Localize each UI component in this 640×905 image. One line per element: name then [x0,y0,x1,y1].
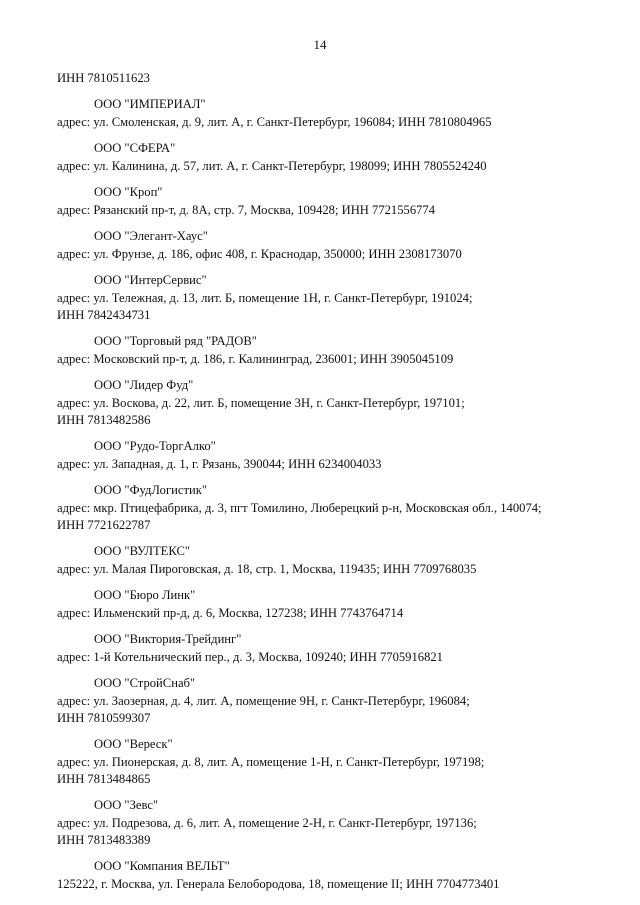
company-address: адрес: ул. Подрезова, д. 6, лит. А, помещение 2-Н, г. Санкт-Петербург, 197136; [57,816,477,830]
company-address: адрес: ул. Тележная, д. 13, лит. Б, помещение 1Н, г. Санкт-Петербург, 191024; [57,291,473,305]
document-body [57,70,597,902]
company-address: адрес: ул. Воскова, д. 22, лит. Б, помещение 3Н, г. Санкт-Петербург, 197101; [57,396,465,410]
company-inn: ИНН 7813482586 [57,413,151,427]
company-name: ООО "Бюро Линк" [94,588,196,602]
company-entry [57,272,597,324]
company-name: ООО "ИнтерСервис" [94,273,207,287]
company-address: адрес: ул. Фрунзе, д. 186, офис 408, г. Краснодар, 350000; ИНН 2308173070 [57,247,462,261]
company-entry [57,631,597,666]
company-inn: ИНН 7842434731 [57,308,151,322]
company-name: ООО "Элегант-Хаус" [94,229,208,243]
company-entry [57,736,597,788]
company-name: ООО "Вереск" [94,737,173,751]
company-entry [57,228,597,263]
company-list [57,96,597,893]
company-name: ООО "ИМПЕРИАЛ" [94,97,206,111]
company-address: адрес: ул. Малая Пироговская, д. 18, стр. 1, Москва, 119435; ИНН 7709768035 [57,562,477,576]
company-entry [57,96,597,131]
company-address: адрес: Рязанский пр-т, д. 8А, стр. 7, Москва, 109428; ИНН 7721556774 [57,203,436,217]
company-name: ООО "Зевс" [94,798,159,812]
first-inn-line: ИНН 7810511623 [57,71,150,85]
company-entry [57,438,597,473]
company-entry [57,333,597,368]
company-name: ООО "СтройСнаб" [94,676,196,690]
company-name: ООО "ВУЛТЕКС" [94,544,191,558]
company-name: ООО "Компания ВЕЛЬТ" [94,859,230,873]
company-name: ООО "СФЕРА" [94,141,176,155]
company-entry [57,482,597,534]
company-address: 125222, г. Москва, ул. Генерала Белобородова, 18, помещение II; ИНН 7704773401 [57,877,500,891]
company-entry [57,543,597,578]
company-entry [57,797,597,849]
company-address: адрес: 1-й Котельнический пер., д. 3, Москва, 109240; ИНН 7705916821 [57,650,443,664]
company-name: ООО "Торговый ряд "РАДОВ" [94,334,257,348]
company-address: адрес: Ильменский пр-д, д. 6, Москва, 127238; ИНН 7743764714 [57,606,404,620]
company-address: адрес: ул. Смоленская, д. 9, лит. А, г. Санкт-Петербург, 196084; ИНН 7810804965 [57,115,492,129]
company-entry [57,858,597,893]
company-address: адрес: Московский пр-т, д. 186, г. Калининград, 236001; ИНН 3905045109 [57,352,454,366]
company-name: ООО "Лидер Фуд" [94,378,194,392]
company-name: ООО "Рудо-ТоргАлко" [94,439,216,453]
company-entry [57,377,597,429]
company-address: адрес: ул. Заозерная, д. 4, лит. А, помещение 9Н, г. Санкт-Петербург, 196084; [57,694,470,708]
company-entry [57,587,597,622]
company-inn: ИНН 7721622787 [57,518,151,532]
company-name: ООО "Виктория-Трейдинг" [94,632,242,646]
company-address: адрес: ул. Западная, д. 1, г. Рязань, 390044; ИНН 6234004033 [57,457,382,471]
company-address: адрес: ул. Калинина, д. 57, лит. А, г. Санкт-Петербург, 198099; ИНН 7805524240 [57,159,487,173]
company-name: ООО "Кроп" [94,185,163,199]
company-inn: ИНН 7813484865 [57,772,151,786]
company-entry [57,675,597,727]
company-address: адрес: мкр. Птицефабрика, д. 3, пгт Томилино, Люберецкий р-н, Московская обл., 140074; [57,501,542,515]
company-inn: ИНН 7813483389 [57,833,151,847]
page-number: 14 [313,37,327,52]
company-address: адрес: ул. Пионерская, д. 8, лит. А, помещение 1-Н, г. Санкт-Петербург, 197198; [57,755,485,769]
company-inn: ИНН 7810599307 [57,711,151,725]
company-entry [57,140,597,175]
company-entry [57,184,597,219]
company-name: ООО "ФудЛогистик" [94,483,207,497]
